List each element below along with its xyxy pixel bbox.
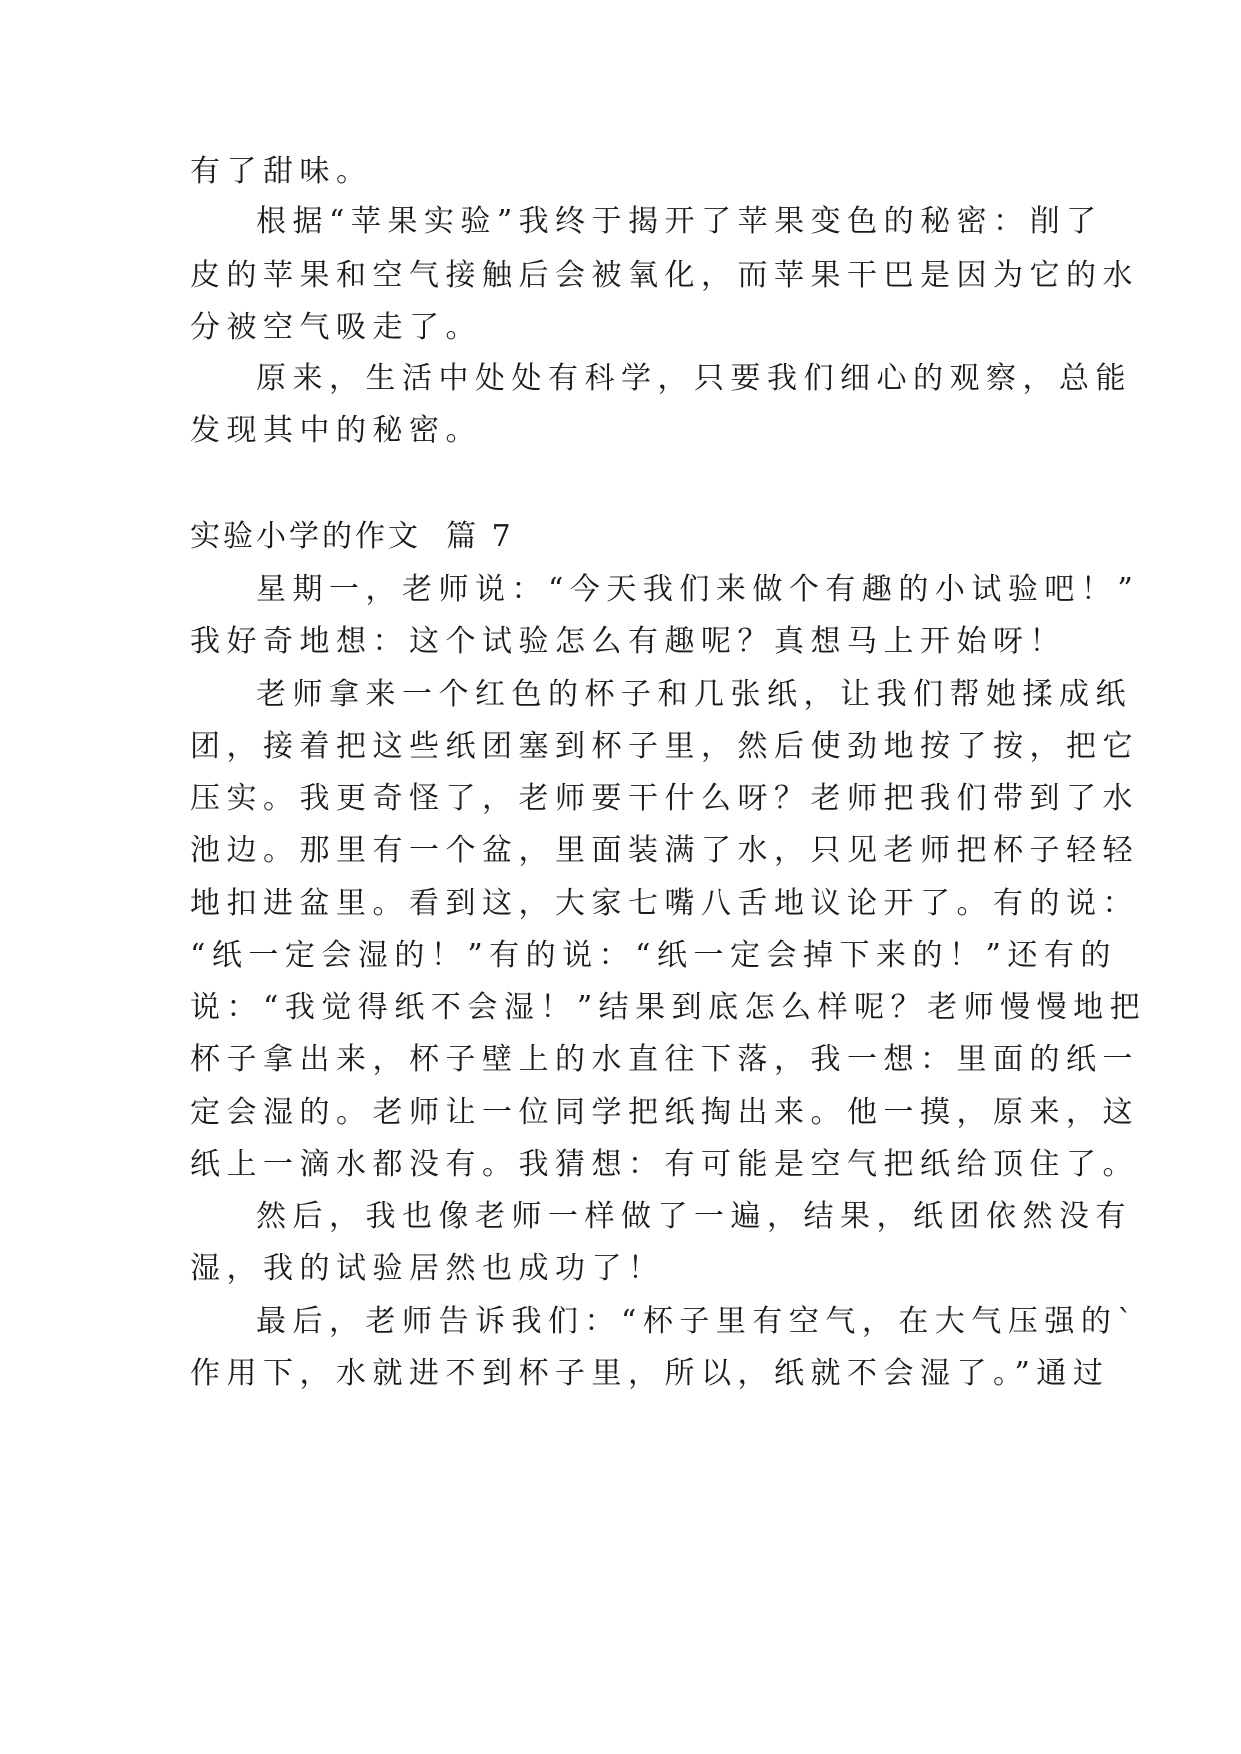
section-heading (190, 517, 514, 557)
paragraph-line: 皮的苹果和空气接触后会被氧化，而苹果干巴是因为它的水 (190, 258, 1139, 293)
paragraph-line: 定会湿的。老师让一位同学把纸掏出来。他一摸，原来，这 (190, 1095, 1139, 1130)
paragraph-line: 纸上一滴水都没有。我猜想：有可能是空气把纸给顶住了。 (190, 1147, 1139, 1182)
paragraph-line: 发现其中的秘密。 (190, 413, 482, 448)
paragraph-line: 根据“苹果实验”我终于揭开了苹果变色的秘密：削了 (256, 204, 1103, 239)
paragraph-line: 原来，生活中处处有科学，只要我们细心的观察，总能 (256, 361, 1132, 396)
paragraph-line: 说：“我觉得纸不会湿！”结果到底怎么样呢？老师慢慢地把 (190, 990, 1147, 1025)
paragraph-line: 杯子拿出来，杯子壁上的水直往下落，我一想：里面的纸一 (190, 1042, 1139, 1077)
paragraph-line: 星期一，老师说：“今天我们来做个有趣的小试验吧！” (256, 572, 1140, 607)
paragraph-line: 然后，我也像老师一样做了一遍，结果，纸团依然没有 (256, 1199, 1132, 1234)
heading-title: 实验小学的作文 (190, 519, 421, 554)
paragraph-line: 我好奇地想：这个试验怎么有趣呢？真想马上开始呀！ (190, 624, 1066, 659)
paragraph-line: 湿，我的试验居然也成功了！ (190, 1251, 665, 1286)
paragraph-line: 池边。那里有一个盆，里面装满了水，只见老师把杯子轻轻 (190, 833, 1139, 868)
paragraph-line: 老师拿来一个红色的杯子和几张纸，让我们帮她揉成纸 (256, 677, 1132, 712)
paragraph-line: 分被空气吸走了。 (190, 310, 482, 345)
heading-part: 篇 7 (446, 519, 514, 554)
paragraph-line: 地扣进盆里。看到这，大家七嘴八舌地议论开了。有的说： (190, 886, 1139, 921)
paragraph-line: 最后，老师告诉我们：“杯子里有空气，在大气压强的` (256, 1304, 1139, 1339)
paragraph-line: 压实。我更奇怪了，老师要干什么呀？老师把我们带到了水 (190, 781, 1139, 816)
paragraph-line: 作用下，水就进不到杯子里，所以，纸就不会湿了。”通过 (190, 1356, 1110, 1391)
paragraph-line: “纸一定会湿的！”有的说：“纸一定会掉下来的！”还有的 (190, 938, 1117, 973)
paragraph-line: 有了甜味。 (190, 154, 373, 189)
paragraph-line: 团，接着把这些纸团塞到杯子里，然后使劲地按了按，把它 (190, 729, 1139, 764)
